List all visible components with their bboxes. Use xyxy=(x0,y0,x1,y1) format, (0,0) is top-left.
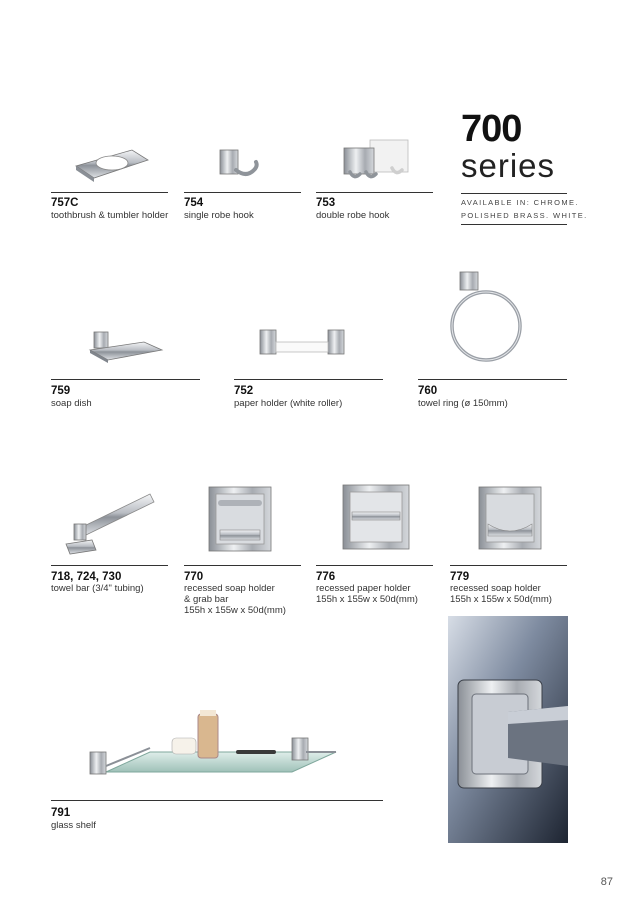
single-robe-hook-image xyxy=(216,146,262,182)
product-desc-753: double robe hook xyxy=(316,210,390,221)
divider xyxy=(316,565,433,566)
divider xyxy=(184,565,301,566)
divider xyxy=(51,379,200,380)
divider xyxy=(450,565,567,566)
product-desc-752: paper holder (white roller) xyxy=(234,398,343,409)
divider xyxy=(51,192,168,193)
towel-ring-image xyxy=(446,268,526,368)
series-title: series xyxy=(461,147,556,184)
product-desc-779-line2: 155h x 155w x 50d(mm) xyxy=(450,594,552,605)
divider xyxy=(461,224,567,225)
product-desc-754: single robe hook xyxy=(184,210,254,221)
availability-line-1: AVAILABLE IN: CHROME. xyxy=(461,198,579,207)
product-desc-776-line2: 155h x 155w x 50d(mm) xyxy=(316,594,418,605)
divider xyxy=(316,192,433,193)
product-desc-760: towel ring (ø 150mm) xyxy=(418,398,508,409)
product-code-754: 754 xyxy=(184,197,204,209)
divider xyxy=(234,379,383,380)
product-desc-776-line1: recessed paper holder xyxy=(316,583,411,594)
soap-dish-image xyxy=(86,328,166,364)
divider xyxy=(461,193,567,194)
product-code-718: 718, 724, 730 xyxy=(51,571,122,583)
divider xyxy=(51,565,168,566)
product-code-791: 791 xyxy=(51,807,71,819)
product-code-757c: 757C xyxy=(51,197,79,209)
divider xyxy=(51,800,383,801)
series-number: 700 xyxy=(461,108,522,150)
product-desc-770-line3: 155h x 155w x 50d(mm) xyxy=(184,605,286,616)
product-desc-770-line1: recessed soap holder xyxy=(184,583,275,594)
product-code-776: 776 xyxy=(316,571,336,583)
page-number: 87 xyxy=(600,876,613,888)
glass-shelf-image xyxy=(86,708,340,782)
product-desc-718: towel bar (3/4" tubing) xyxy=(51,583,144,594)
recessed-paper-holder-image xyxy=(342,484,410,550)
product-desc-770-line2: & grab bar xyxy=(184,594,229,605)
availability-line-2: POLISHED BRASS. WHITE. xyxy=(461,211,588,220)
product-desc-759: soap dish xyxy=(51,398,92,409)
product-desc-757c: toothbrush & tumbler holder xyxy=(51,210,169,221)
recessed-soap-holder-image xyxy=(478,486,542,550)
product-code-770: 770 xyxy=(184,571,204,583)
closeup-photo xyxy=(448,616,568,843)
recessed-soap-grab-image xyxy=(208,486,272,552)
divider xyxy=(184,192,301,193)
toothbrush-holder-image xyxy=(72,140,152,182)
product-code-760: 760 xyxy=(418,385,438,397)
product-code-752: 752 xyxy=(234,385,254,397)
product-code-753: 753 xyxy=(316,197,336,209)
product-desc-779-line1: recessed soap holder xyxy=(450,583,541,594)
towel-bar-image xyxy=(62,488,156,558)
product-code-779: 779 xyxy=(450,571,470,583)
product-code-759: 759 xyxy=(51,385,71,397)
double-robe-hook-image xyxy=(340,138,412,184)
product-desc-791: glass shelf xyxy=(51,820,96,831)
divider xyxy=(418,379,567,380)
paper-holder-image xyxy=(256,326,352,360)
